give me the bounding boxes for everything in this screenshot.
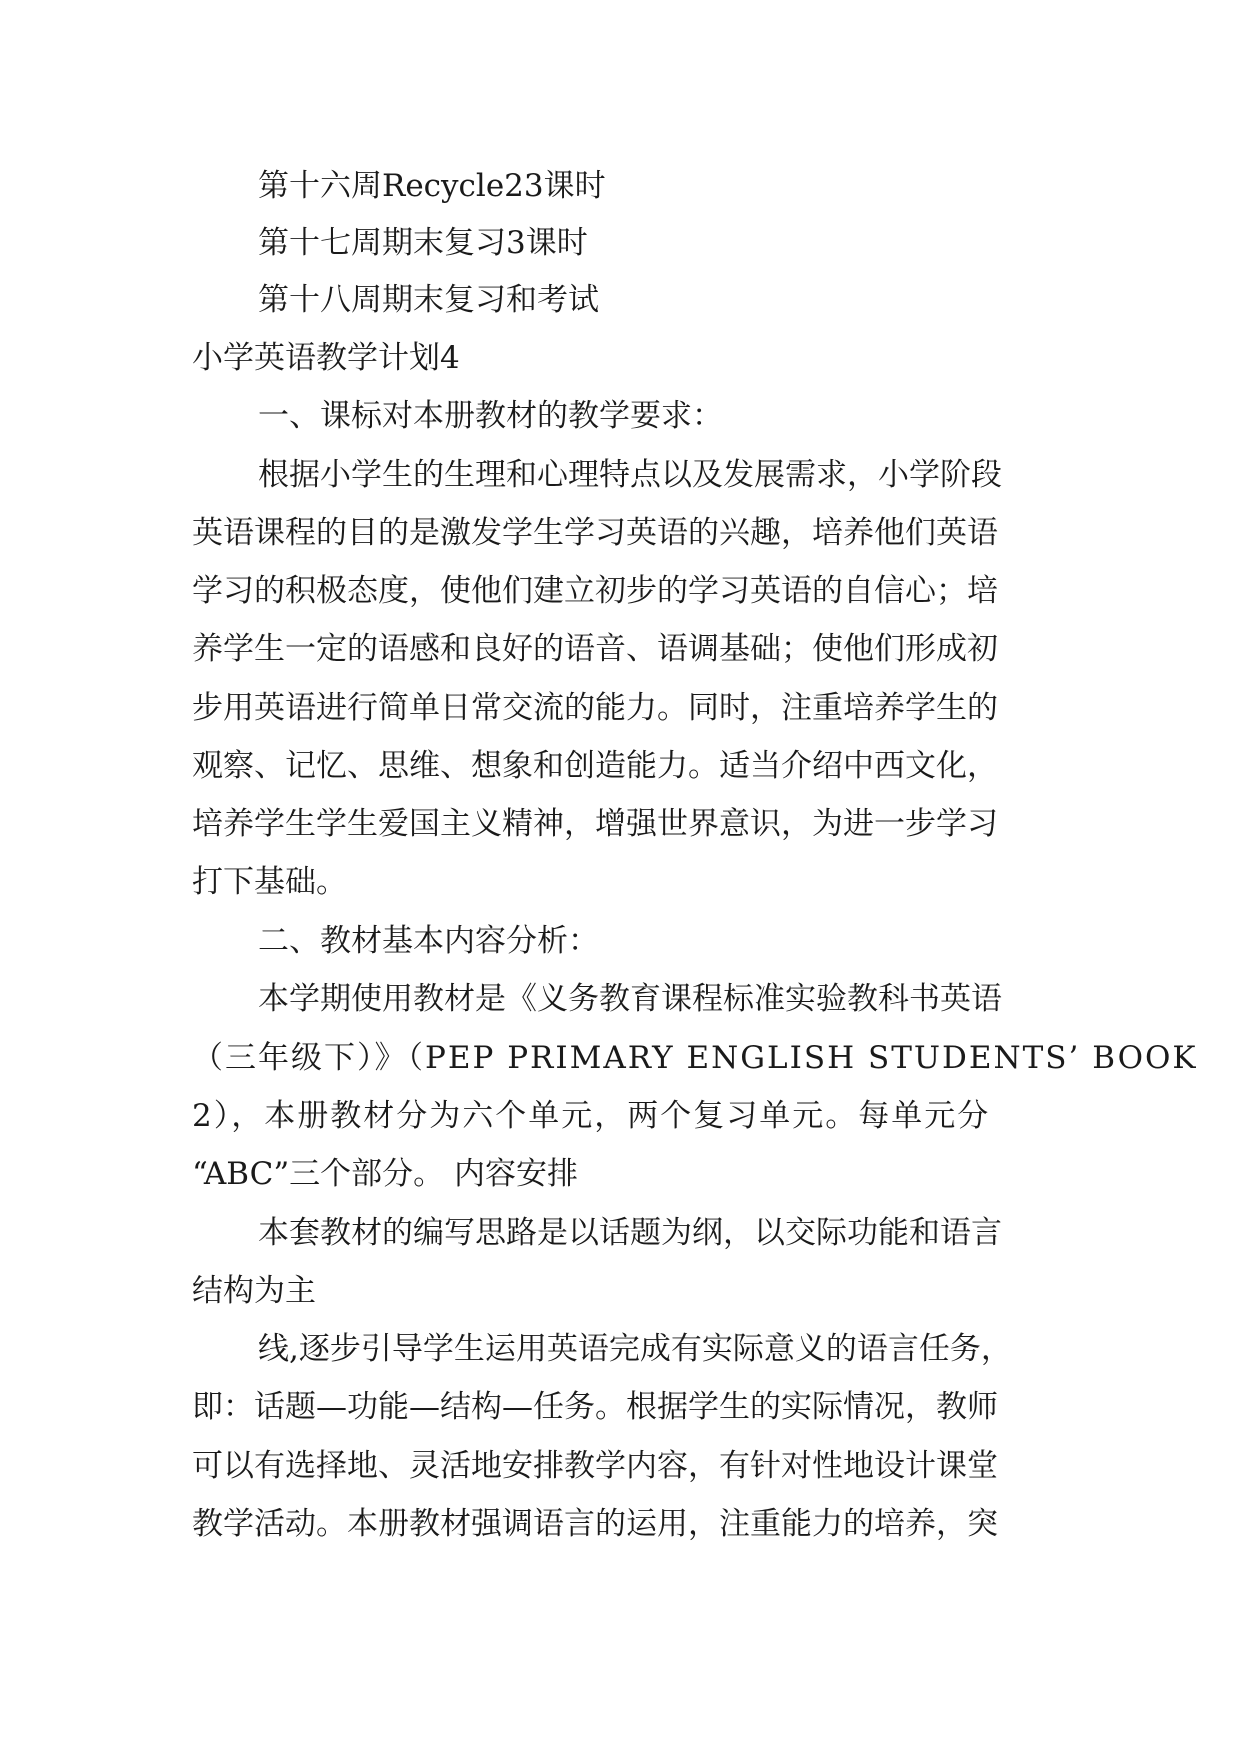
paragraph-line: 学习的积极态度，使他们建立初步的学习英语的自信心；培 [192,573,998,609]
paragraph-line: 观察、记忆、思维、想象和创造能力。适当介绍中西文化， [192,748,998,784]
section-heading: 小学英语教学计划4 [192,340,460,376]
paragraph-line: 养学生一定的语感和良好的语音、语调基础；使他们形成初 [192,631,998,667]
paragraph-line: 即：话题—功能—结构—任务。根据学生的实际情况，教师 [192,1389,998,1425]
paragraph-line: 本套教材的编写思路是以话题为纲，以交际功能和语言 [258,1215,1002,1251]
paragraph-line: “ABC”三个部分。 内容安排 [192,1156,579,1192]
paragraph-line: 2），本册教材分为六个单元，两个复习单元。每单元分 [192,1098,991,1134]
paragraph-line: 根据小学生的生理和心理特点以及发展需求，小学阶段 [258,457,1002,493]
schedule-line-week-18: 第十八周期末复习和考试 [258,282,599,318]
paragraph-line: 结构为主 [192,1273,316,1309]
paragraph-line: 线,逐步引导学生运用英语完成有实际意义的语言任务， [258,1331,1012,1367]
paragraph-line: 英语课程的目的是激发学生学习英语的兴趣，培养他们英语 [192,515,998,551]
paragraph-line: 培养学生学生爱国主义精神，增强世界意识，为进一步学习 [192,806,998,842]
paragraph-line: 打下基础。 [192,864,347,900]
paragraph-line: 教学活动。本册教材强调语言的运用，注重能力的培养，突 [192,1506,998,1542]
schedule-line-week-16: 第十六周Recycle23课时 [258,168,606,204]
paragraph-line: 本学期使用教材是《义务教育课程标准实验教科书英语 [258,981,1002,1017]
subheading-curriculum-requirements: 一、课标对本册教材的教学要求： [258,398,723,434]
paragraph-line: （三年级下）》（PEP PRIMARY ENGLISH STUDENTS’ BOOK [192,1040,1198,1076]
paragraph-line: 可以有选择地、灵活地安排教学内容，有针对性地设计课堂 [192,1448,998,1484]
subheading-textbook-analysis: 二、教材基本内容分析： [258,923,599,959]
schedule-line-week-17: 第十七周期末复习3课时 [258,225,588,261]
paragraph-line: 步用英语进行简单日常交流的能力。同时，注重培养学生的 [192,690,998,726]
